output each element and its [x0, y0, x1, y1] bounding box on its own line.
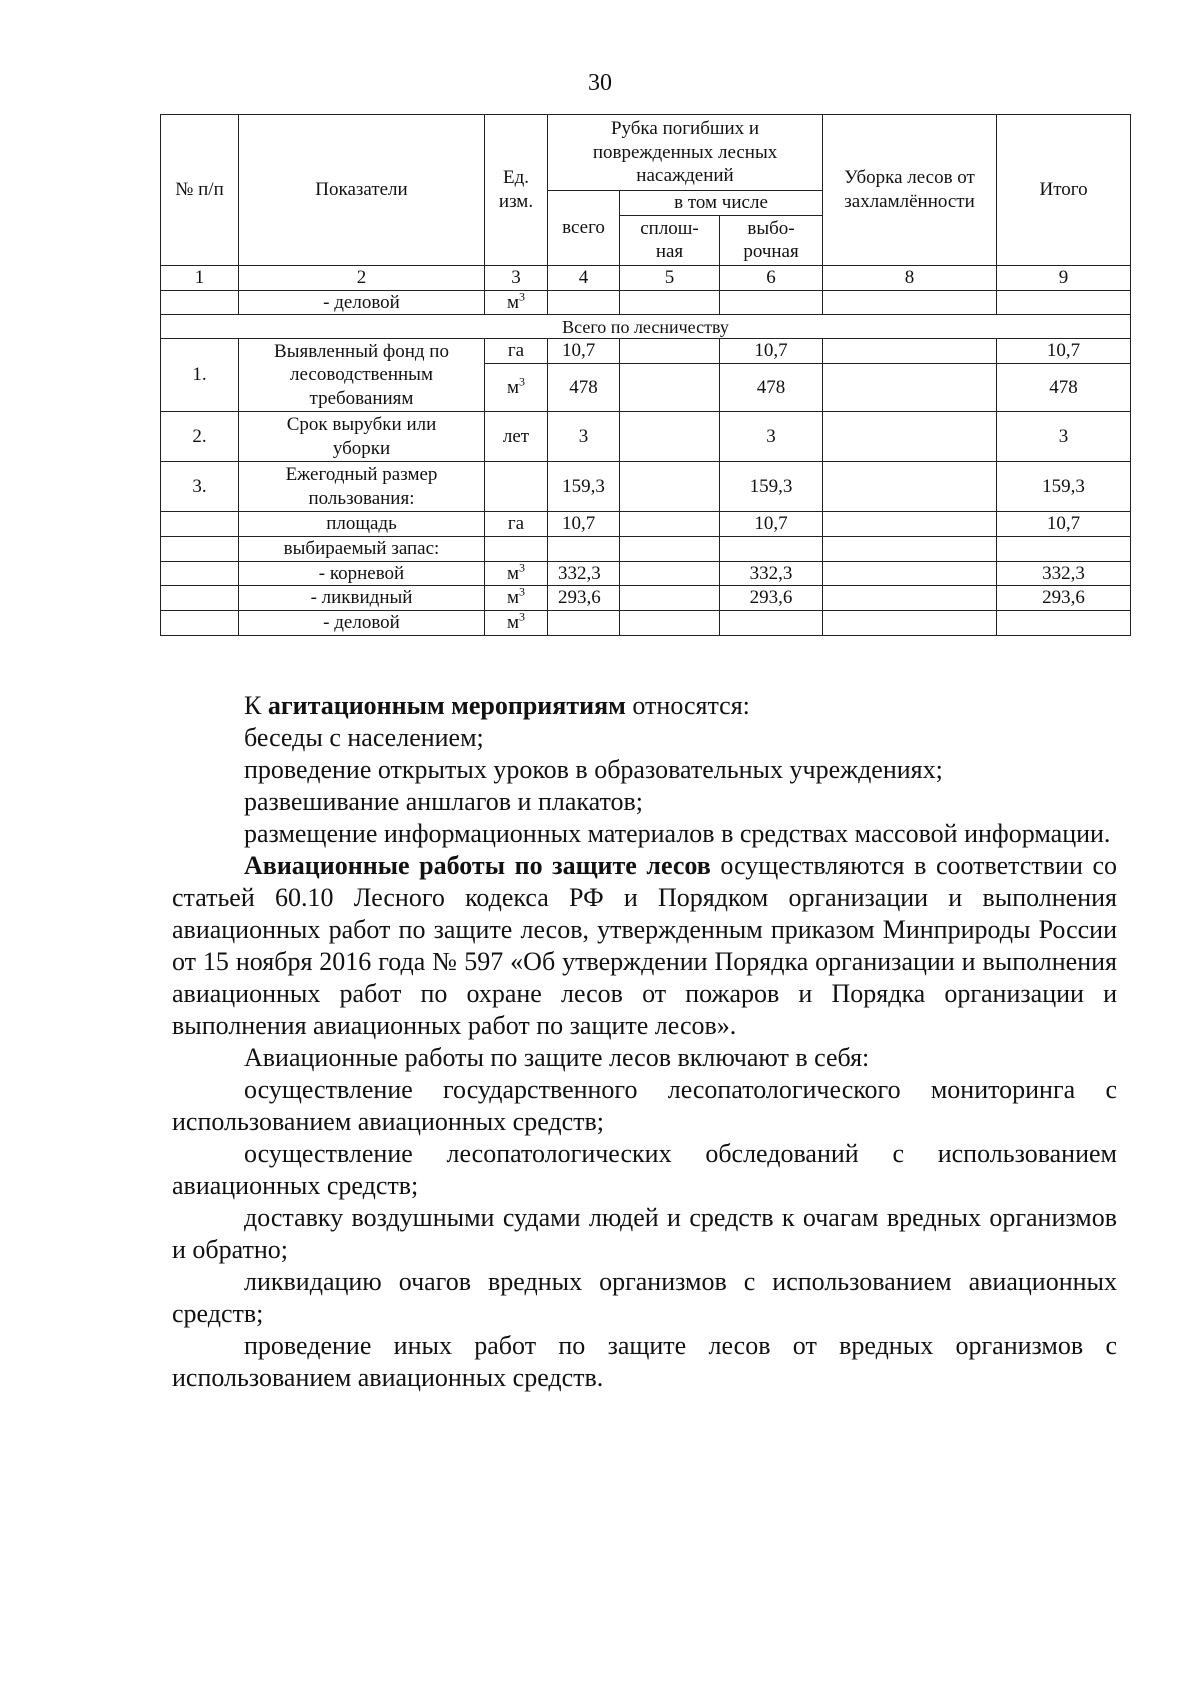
paragraph: ликвидацию очагов вредных организмов с использованием авиационных средств;: [172, 1267, 1117, 1328]
table-row: [161, 412, 1131, 462]
value-selective: 293,6: [720, 586, 823, 611]
value-cleanup: [823, 462, 997, 512]
value-solid: [620, 462, 720, 512]
row-label: - ликвидный: [239, 586, 485, 611]
table-row: [161, 611, 1131, 636]
paragraph: доставку воздушными судами людей и средств к очагам вредных организмов и обратно;: [172, 1203, 1117, 1264]
header-unit-line2: изм.: [498, 190, 534, 212]
paragraph: осуществление лесопатологических обследований с использованием авиационных средств;: [172, 1139, 1117, 1200]
header-selective-line2: рочная: [743, 241, 799, 263]
col-number: 2: [239, 265, 485, 290]
table-row: [161, 536, 1131, 561]
value-itogo: 159,3: [997, 462, 1131, 512]
value-total: 478: [548, 364, 620, 412]
paragraph: размещение информационных материалов в средствах массовой информации.: [244, 819, 1111, 848]
paragraph: Авиационные работы по защите лесов включают в себя:: [244, 1043, 870, 1072]
value-solid: [620, 364, 720, 412]
value-total: 159,3: [548, 462, 620, 512]
header-itogo: Итого: [997, 115, 1131, 266]
header-solid-line1: сплош-: [640, 217, 699, 239]
col-number: 3: [485, 265, 548, 290]
header-total-col: всего: [548, 191, 620, 266]
unit-cell: га: [485, 512, 548, 537]
row-label: - деловой: [239, 611, 485, 636]
row-num: 3.: [161, 462, 239, 512]
value-itogo: 332,3: [997, 561, 1131, 586]
header-cleanup: Уборка лесов от захламлённости: [823, 115, 997, 266]
header-solid: [620, 215, 720, 265]
value-solid: [620, 339, 720, 364]
header-selective: [720, 215, 823, 265]
paragraph: проведение иных работ по защите лесов от вредных организмов с использованием авиационных средств.: [172, 1331, 1117, 1392]
row-num: 1.: [161, 339, 239, 412]
row-label: выбираемый запас:: [239, 536, 485, 561]
value-selective: 332,3: [720, 561, 823, 586]
header-indicators: Показатели: [239, 115, 485, 266]
section-title: Всего по лесничеству: [161, 315, 1131, 339]
value-itogo: 293,6: [997, 586, 1131, 611]
header-incl: в том числе: [620, 191, 823, 216]
page-number: 30: [588, 70, 612, 96]
unit-cell: лет: [485, 412, 548, 462]
value-selective: 478: [720, 364, 823, 412]
table-row: [161, 561, 1131, 586]
value-selective: 159,3: [720, 462, 823, 512]
value-solid: [620, 412, 720, 462]
value-selective: 10,7: [720, 512, 823, 537]
table-row: [161, 462, 1131, 512]
paragraph: Авиационные работы по защите лесов осуществляются в соответствии со статьей 60.10 Лесного кодекса РФ и Порядком организации и выполнения авиационных работ по защите лесов, утвержденным приказом Минприроды России от 15 ноября 2016 года № 597 «Об утверждении Порядка организации и выполнения авиационных работ по охране лесов от пожаров и Порядка организации и выполнения авиационных работ по защите лесов».: [172, 851, 1117, 1040]
value-cleanup: [823, 364, 997, 412]
row-num: 2.: [161, 412, 239, 462]
paragraph: осуществление государственного лесопатологического мониторинга с использованием авиационных средств;: [172, 1075, 1117, 1136]
col-number: 6: [720, 265, 823, 290]
value-itogo: 478: [997, 364, 1131, 412]
value-total: 10,7: [548, 512, 620, 537]
unit-cell: [485, 462, 548, 512]
row-label: Ежегодный размер пользования:: [239, 462, 485, 512]
header-felling-group: Рубка погибших и поврежденных лесных насаждений: [548, 115, 823, 191]
header-num: № п/п: [161, 115, 239, 266]
unit-cell: $м^3$: [485, 364, 548, 412]
paragraph: проведение открытых уроков в образовательных учреждениях;: [244, 755, 943, 784]
table-row: [161, 290, 1131, 315]
row-label: Срок вырубки или уборки: [239, 412, 485, 462]
header-unit-line1: Ед.: [502, 167, 530, 189]
row-label: Выявленный фонд по лесоводственным требованиям: [239, 339, 485, 412]
col-number: 1: [161, 265, 239, 290]
col-number: 9: [997, 265, 1131, 290]
col-number: 8: [823, 265, 997, 290]
row-label: площадь: [239, 512, 485, 537]
paragraph: беседы с населением;: [244, 723, 484, 752]
value-selective: 3: [720, 412, 823, 462]
header-selective-line1: выбо-: [747, 217, 795, 239]
value-itogo: 10,7: [997, 512, 1131, 537]
header-unit: [485, 115, 548, 266]
body-text: [172, 690, 1117, 1394]
forest-table: [160, 114, 1131, 636]
unit-cell: $м^3$: [485, 290, 548, 315]
unit-cell: $м^3$: [485, 561, 548, 586]
table-row: [161, 339, 1131, 364]
row-label: - деловой: [239, 290, 485, 315]
value-total: 10,7: [548, 339, 620, 364]
unit-cell: $м^3$: [485, 586, 548, 611]
unit-cell: га: [485, 339, 548, 364]
col-number: 5: [620, 265, 720, 290]
row-label: - корневой: [239, 561, 485, 586]
value-cleanup: [823, 412, 997, 462]
unit-cell: $м^3$: [485, 611, 548, 636]
value-total: 332,3: [548, 561, 620, 586]
value-cleanup: [823, 339, 997, 364]
value-selective: 10,7: [720, 339, 823, 364]
header-solid-line2: ная: [655, 241, 684, 263]
paragraph: развешивание аншлагов и плакатов;: [244, 787, 644, 816]
column-numbers-row: [161, 265, 1131, 290]
paragraph: К агитационным мероприятиям относятся:: [244, 691, 750, 720]
value-total: 3: [548, 412, 620, 462]
table-row: [161, 512, 1131, 537]
value-itogo: 3: [997, 412, 1131, 462]
value-total: 293,6: [548, 586, 620, 611]
table-row: [161, 586, 1131, 611]
value-itogo: 10,7: [997, 339, 1131, 364]
col-number: 4: [548, 265, 620, 290]
